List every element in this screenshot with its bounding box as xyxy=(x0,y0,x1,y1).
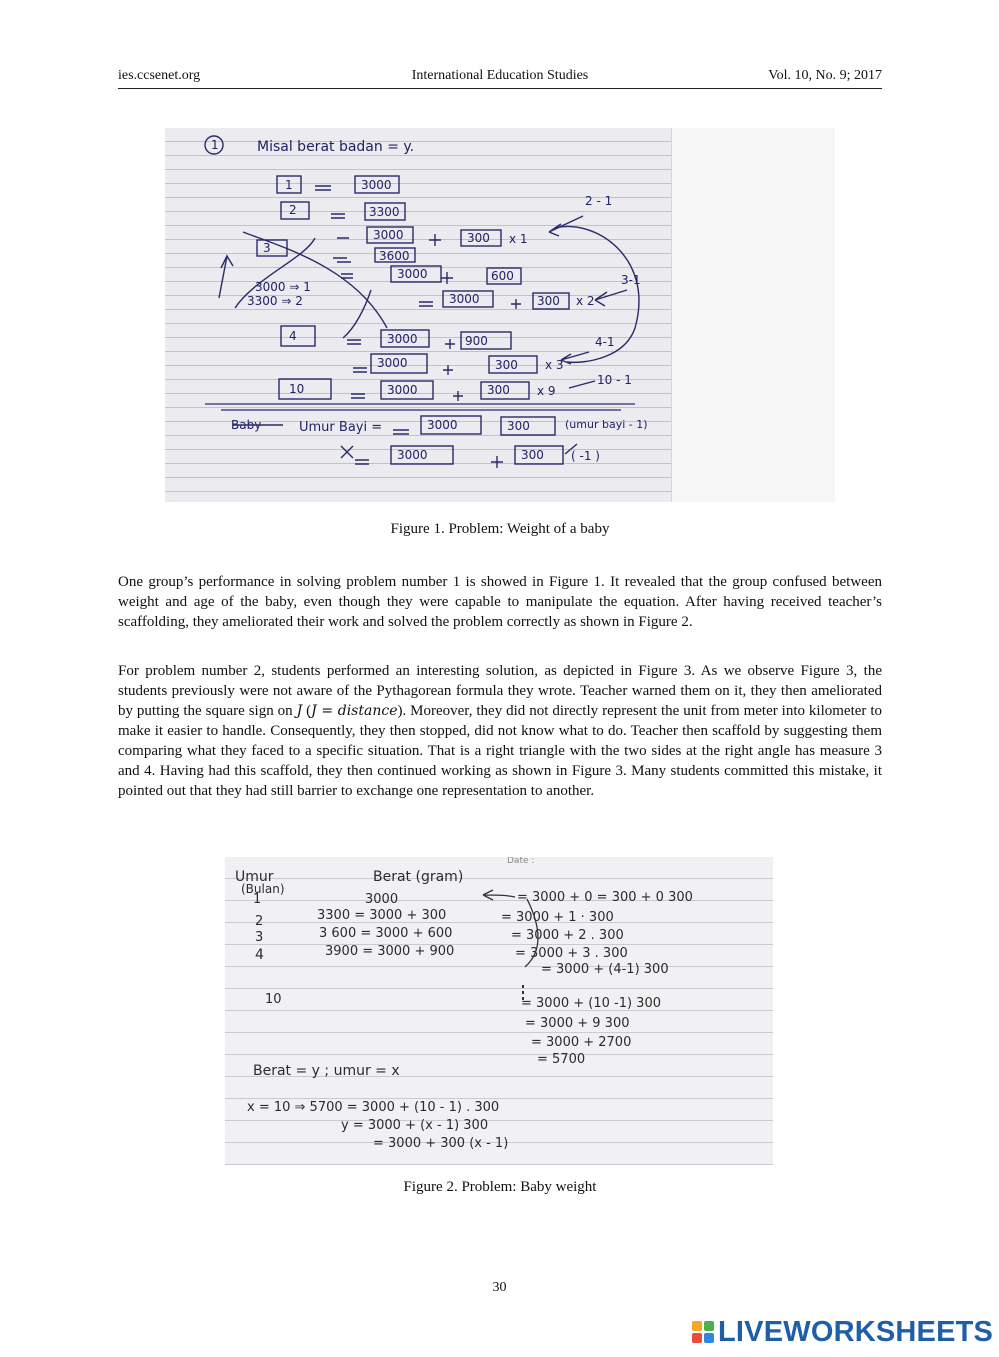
fig1-r1-right: 3000 xyxy=(361,178,392,192)
fig1-r7-b: 900 xyxy=(465,334,488,348)
paragraph-2-part-b: ). Moreover, they did not directly represent the unit from meter into kilometer to make it easier to handle. Consequently, they then stopped, did not know what to do. Teacher then scaffold by suggesting them comparing what they faced to a specific situation. That is a right triangle with the two sides at the right angle has measure 3 and 4. Having had this scaffold, they then continued working as shown in Figure 3. Many students committed this mistake, it pointed out that they had still barrier to exchange one representation to another. xyxy=(118,703,883,799)
fig2-r4-d: = 3000 + (4-1) 300 xyxy=(541,962,669,977)
fig2-eq-1: x = 10 ⇒ 5700 = 3000 + (10 - 1) . 300 xyxy=(247,1100,500,1115)
header-website: ies.ccsenet.org xyxy=(118,68,201,83)
fig2-r1-c: = 3000 + 0 = 300 + 0 300 xyxy=(517,890,693,905)
figure-2-image xyxy=(225,857,773,1165)
fig2-r4-c: = 3000 + 3 . 300 xyxy=(515,946,628,961)
liveworksheets-logo-text: LIVEWORKSHEETS xyxy=(718,1315,994,1348)
fig1-note-4-1: 4-1 xyxy=(595,335,615,349)
figure-1-caption: Figure 1. Problem: Weight of a baby xyxy=(390,521,610,537)
fig1-r8-b: 300 xyxy=(495,358,518,372)
fig2-r3-a: 3 xyxy=(255,930,264,945)
fig1-r8-a: 3000 xyxy=(377,356,408,370)
fig1-gen-a: 3000 xyxy=(427,418,458,432)
fig2-col-bulan: (Bulan) xyxy=(241,882,285,896)
paragraph-2 xyxy=(118,661,882,801)
fig1-r9-left: 10 xyxy=(289,382,305,396)
fig1-r5-a: 3000 xyxy=(397,267,428,281)
fig1-r9-b: 300 xyxy=(487,383,510,397)
fig1-last-b: 300 xyxy=(521,448,544,462)
liveworksheets-logo xyxy=(692,1316,993,1348)
fig1-r4-left: 3 xyxy=(263,241,271,255)
fig1-r7-left: 4 xyxy=(289,329,297,343)
fig1-r7-a: 3000 xyxy=(387,332,418,346)
fig2-r3-b: 3 600 = 3000 + 600 xyxy=(319,926,453,941)
fig2-definition: Berat = y ; umur = x xyxy=(253,1063,400,1079)
page-number: 30 xyxy=(492,1280,507,1295)
fig1-r5-b: 600 xyxy=(491,269,514,283)
fig1-r4-right: 3600 xyxy=(379,249,410,263)
fig2-r4-a: 4 xyxy=(255,947,264,963)
running-header xyxy=(118,66,882,89)
paragraph-1: One group’s performance in solving problem number 1 is showed in Figure 1. It revealed that the group confused between weight and age of the baby, even though they were capable to manipulate the equation. After having received teacher’s scaffolding, they ameliorated their work and solved the problem correctly as shown in Figure 2. xyxy=(118,574,882,630)
fig1-gen-tail: (umur bayi - 1) xyxy=(565,418,648,431)
fig1-last-tail: ( -1 ) xyxy=(571,449,600,463)
fig1-r6-a: 3000 xyxy=(449,292,480,306)
figure-2-caption: Figure 2. Problem: Baby weight xyxy=(403,1179,597,1195)
fig1-r3-b: 300 xyxy=(467,231,490,245)
fig2-date: Date : xyxy=(507,857,535,866)
fig1-note-3-1: 3-1 xyxy=(621,273,641,287)
fig2-r2-a: 2 xyxy=(255,914,264,929)
figure-2-handwriting xyxy=(225,857,773,1165)
fig1-gen-b: 300 xyxy=(507,419,530,433)
fig1-note-10-1: 10 - 1 xyxy=(597,373,632,387)
fig1-r3-a: 3000 xyxy=(373,228,404,242)
fig1-gen-struck: Baby xyxy=(231,418,262,432)
fig2-r4-b: 3900 = 3000 + 900 xyxy=(325,944,455,959)
fig2-col-berat: Berat (gram) xyxy=(373,869,464,885)
paragraph-2-paren: ( xyxy=(302,703,312,719)
fig1-r3-mult: x 1 xyxy=(509,232,528,246)
fig2-r1-b: 3000 xyxy=(365,892,399,907)
fig1-r6-mult: x 2 xyxy=(576,294,595,308)
fig2-r5-c: = 3000 + (10 -1) 300 xyxy=(521,996,661,1011)
fig2-eq-3: = 3000 + 300 (x - 1) xyxy=(373,1136,509,1151)
fig1-last-a: 3000 xyxy=(397,448,428,462)
fig1-title: Misal berat badan = y. xyxy=(257,139,415,155)
fig1-r2-right: 3300 xyxy=(369,205,400,219)
fig1-r6-b: 300 xyxy=(537,294,560,308)
fig1-r2-left: 2 xyxy=(289,203,297,217)
fig2-r2-c: = 3000 + 1 · 300 xyxy=(501,910,614,925)
fig1-r1-left: 1 xyxy=(285,178,293,192)
fig1-r8-mult: x 3 xyxy=(545,358,564,372)
fig2-r1-a: 1 xyxy=(253,892,262,907)
paragraph-2-part-a: For problem number 2, students performed an interesting solution, as depicted in Figure 3. As we observe Figure 3, the students previously were not aware of the Pythagorean formula they wrote. Teacher warned them on it, they then ameliorated by putting the square sign on xyxy=(118,663,882,719)
fig2-r2-b: 3300 = 3000 + 300 xyxy=(317,908,447,923)
fig1-r9-mult: x 9 xyxy=(537,384,556,398)
figure-1-blank-area xyxy=(671,128,835,502)
fig2-r3-c: = 3000 + 2 . 300 xyxy=(511,928,624,943)
fig2-col-umur: Umur xyxy=(235,869,274,885)
fig2-r5-a: 10 xyxy=(265,992,282,1007)
logo-block-3 xyxy=(692,1333,702,1343)
liveworksheets-logo-icon xyxy=(692,1321,714,1343)
fig2-r6: = 3000 + 9 300 xyxy=(525,1016,630,1031)
logo-block-1 xyxy=(692,1321,702,1331)
fig2-r7: = 3000 + 2700 xyxy=(531,1035,632,1050)
fig1-gen-label: Umur Bayi = xyxy=(299,420,383,435)
header-volume: Vol. 10, No. 9; 2017 xyxy=(768,68,882,83)
fig1-r9-a: 3000 xyxy=(387,383,418,397)
fig1-note-2-1: 2 - 1 xyxy=(585,194,613,208)
logo-block-2 xyxy=(704,1321,714,1331)
header-journal: International Education Studies xyxy=(411,68,589,83)
fig1-number: 1 xyxy=(211,138,219,152)
logo-block-4 xyxy=(704,1333,714,1343)
figure-1-image xyxy=(165,128,835,502)
fig2-r8: = 5700 xyxy=(537,1052,586,1067)
figure-1-handwriting xyxy=(165,128,671,502)
fig2-eq-2: y = 3000 + (x - 1) 300 xyxy=(341,1118,489,1133)
fig1-side-2: 3300 ⇒ 2 xyxy=(247,294,303,308)
paragraph-2-variable-definition: J = distance xyxy=(311,703,398,719)
fig1-side-1: 3000 ⇒ 1 xyxy=(255,280,311,294)
paragraph-2-variable-j: J xyxy=(296,703,303,719)
